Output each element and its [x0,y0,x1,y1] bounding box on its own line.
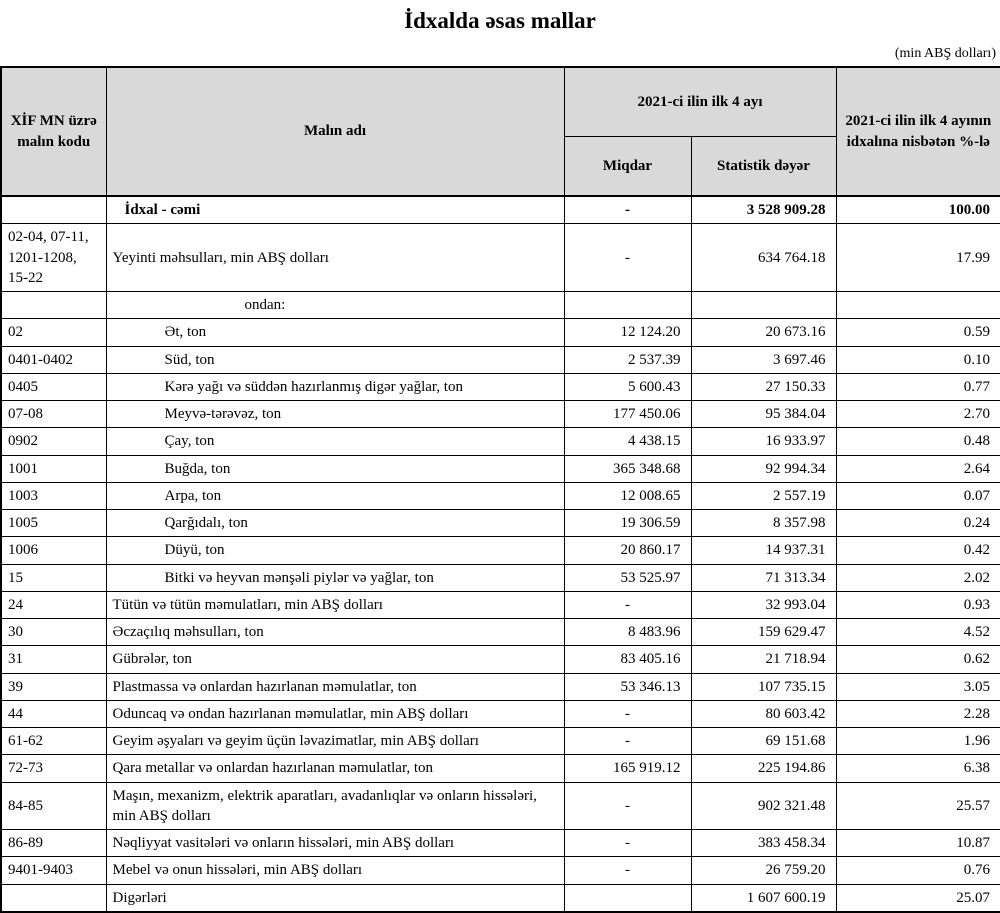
table-row [1,646,1000,673]
row-percent: 3.05 [836,673,1000,700]
row-value: 3 528 909.28 [691,196,836,224]
row-value: 71 313.34 [691,564,836,591]
row-value: 92 994.34 [691,455,836,482]
row-quantity: - [564,700,691,727]
row-percent: 10.87 [836,830,1000,857]
row-name: Meyvə-tərəvəz, ton [106,401,564,428]
row-percent: 100.00 [836,196,1000,224]
row-name: Tütün və tütün məmulatları, min ABŞ dolları [106,591,564,618]
header-name: Malın adı [106,67,564,196]
row-code [1,196,106,224]
row-percent: 0.62 [836,646,1000,673]
row-code: 15 [1,564,106,591]
row-value: 1 607 600.19 [691,884,836,912]
row-quantity: 177 450.06 [564,401,691,428]
header-percent: 2021-ci ilin ilk 4 ayının idxalına nisbətən %-lə [836,67,1000,196]
row-name: Yeyinti məhsulları, min ABŞ dolları [106,224,564,292]
table-header [1,67,1000,196]
row-name: Digərləri [106,884,564,912]
table-row [1,537,1000,564]
row-value: 16 933.97 [691,428,836,455]
row-percent: 2.02 [836,564,1000,591]
row-percent [836,292,1000,319]
header-quantity: Miqdar [564,137,691,197]
row-value: 14 937.31 [691,537,836,564]
row-value: 32 993.04 [691,591,836,618]
row-value: 21 718.94 [691,646,836,673]
table-row [1,346,1000,373]
row-name: İdxal - cəmi [106,196,564,224]
row-code: 02 [1,319,106,346]
row-quantity: - [564,728,691,755]
imports-table [0,66,1000,913]
row-name: Çay, ton [106,428,564,455]
row-code: 44 [1,700,106,727]
row-code: 02-04, 07-11, 1201-1208, 15-22 [1,224,106,292]
row-quantity: 165 919.12 [564,755,691,782]
row-value: 383 458.34 [691,830,836,857]
row-percent: 2.70 [836,401,1000,428]
row-code: 84-85 [1,782,106,830]
row-quantity: 2 537.39 [564,346,691,373]
row-name: Qara metallar və onlardan hazırlanan məmulatlar, ton [106,755,564,782]
row-percent: 17.99 [836,224,1000,292]
row-value: 107 735.15 [691,673,836,700]
row-code: 30 [1,619,106,646]
table-row [1,857,1000,884]
row-name: Süd, ton [106,346,564,373]
row-quantity: - [564,857,691,884]
row-value: 20 673.16 [691,319,836,346]
row-quantity: - [564,224,691,292]
row-value: 225 194.86 [691,755,836,782]
row-code: 86-89 [1,830,106,857]
table-row [1,319,1000,346]
row-name: ondan: [106,292,564,319]
table-row [1,619,1000,646]
row-percent: 0.07 [836,482,1000,509]
row-value: 27 150.33 [691,373,836,400]
row-value: 26 759.20 [691,857,836,884]
table-row [1,510,1000,537]
row-name: Geyim əşyaları və geyim üçün ləvazimatlar, min ABŞ dolları [106,728,564,755]
row-name: Əczaçılıq məhsulları, ton [106,619,564,646]
row-quantity: - [564,782,691,830]
row-code: 1001 [1,455,106,482]
row-code: 61-62 [1,728,106,755]
header-value: Statistik dəyər [691,137,836,197]
table-row [1,224,1000,292]
row-percent: 0.59 [836,319,1000,346]
header-row-group [1,67,1000,137]
row-percent: 1.96 [836,728,1000,755]
row-name: Plastmassa və onlardan hazırlanan məmulatlar, ton [106,673,564,700]
table-row [1,482,1000,509]
row-name: Buğda, ton [106,455,564,482]
row-code [1,292,106,319]
page-title: İdxalda əsas mallar [404,8,596,33]
row-percent: 0.93 [836,591,1000,618]
row-percent: 0.10 [836,346,1000,373]
row-code: 39 [1,673,106,700]
row-value: 69 151.68 [691,728,836,755]
header-period-group: 2021-ci ilin ilk 4 ayı [564,67,836,137]
row-quantity: 12 008.65 [564,482,691,509]
row-code: 0405 [1,373,106,400]
table-row [1,782,1000,830]
table-row [1,755,1000,782]
table-body [1,196,1000,912]
row-quantity: 12 124.20 [564,319,691,346]
row-code [1,884,106,912]
row-name: Nəqliyyat vasitələri və onların hissələri, min ABŞ dolları [106,830,564,857]
table-row [1,373,1000,400]
row-percent: 25.07 [836,884,1000,912]
table-row [1,830,1000,857]
unit-note: (min ABŞ dolları) [894,46,996,61]
row-name: Qarğıdalı, ton [106,510,564,537]
row-quantity: 19 306.59 [564,510,691,537]
row-code: 1006 [1,537,106,564]
row-code: 1003 [1,482,106,509]
row-code: 1005 [1,510,106,537]
row-quantity: 8 483.96 [564,619,691,646]
row-value: 2 557.19 [691,482,836,509]
row-name: Oduncaq və ondan hazırlanan məmulatlar, min ABŞ dolları [106,700,564,727]
row-code: 07-08 [1,401,106,428]
row-quantity: 5 600.43 [564,373,691,400]
row-value: 634 764.18 [691,224,836,292]
table-row [1,728,1000,755]
row-quantity: - [564,196,691,224]
table-row [1,673,1000,700]
table-row [1,700,1000,727]
row-quantity: - [564,591,691,618]
row-percent: 25.57 [836,782,1000,830]
row-percent: 0.77 [836,373,1000,400]
row-value: 8 357.98 [691,510,836,537]
row-percent: 0.48 [836,428,1000,455]
row-quantity: - [564,830,691,857]
row-code: 9401-9403 [1,857,106,884]
row-quantity [564,884,691,912]
row-value: 80 603.42 [691,700,836,727]
row-percent: 2.64 [836,455,1000,482]
row-value: 95 384.04 [691,401,836,428]
row-percent: 4.52 [836,619,1000,646]
table-row [1,884,1000,912]
row-value [691,292,836,319]
header-code: XİF MN üzrə malın kodu [1,67,106,196]
row-code: 72-73 [1,755,106,782]
row-name: Arpa, ton [106,482,564,509]
row-percent: 2.28 [836,700,1000,727]
row-code: 31 [1,646,106,673]
row-code: 24 [1,591,106,618]
row-name: Maşın, mexanizm, elektrik aparatları, avadanlıqlar və onların hissələri, min ABŞ dolları [106,782,564,830]
row-value: 159 629.47 [691,619,836,646]
row-percent: 0.76 [836,857,1000,884]
table-row [1,292,1000,319]
row-name: Kərə yağı və süddən hazırlanmış digər yağlar, ton [106,373,564,400]
table-row [1,564,1000,591]
row-value: 3 697.46 [691,346,836,373]
table-row [1,428,1000,455]
row-quantity: 4 438.15 [564,428,691,455]
row-code: 0902 [1,428,106,455]
row-percent: 6.38 [836,755,1000,782]
row-name: Bitki və heyvan mənşəli piylər və yağlar, ton [106,564,564,591]
row-quantity: 53 346.13 [564,673,691,700]
row-name: Gübrələr, ton [106,646,564,673]
row-name: Ət, ton [106,319,564,346]
row-quantity [564,292,691,319]
row-name: Düyü, ton [106,537,564,564]
table-row [1,401,1000,428]
table-row [1,455,1000,482]
row-percent: 0.24 [836,510,1000,537]
row-quantity: 53 525.97 [564,564,691,591]
row-quantity: 83 405.16 [564,646,691,673]
table-row-total [1,196,1000,224]
table-row [1,591,1000,618]
row-quantity: 20 860.17 [564,537,691,564]
row-percent: 0.42 [836,537,1000,564]
row-value: 902 321.48 [691,782,836,830]
row-code: 0401-0402 [1,346,106,373]
row-name: Mebel və onun hissələri, min ABŞ dolları [106,857,564,884]
row-quantity: 365 348.68 [564,455,691,482]
